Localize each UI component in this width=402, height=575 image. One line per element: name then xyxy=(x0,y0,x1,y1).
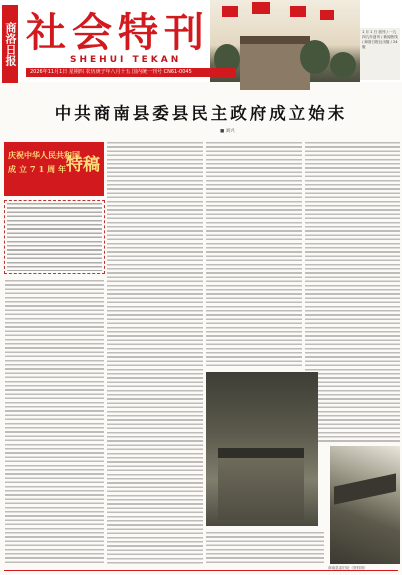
flag-icon xyxy=(290,6,306,17)
page-headline: 中共商南县委县民主政府成立始末 xyxy=(54,104,348,123)
flag-icon xyxy=(320,10,334,20)
special-feature-line2: 成立71周年 xyxy=(8,164,70,174)
old-site-photo xyxy=(330,446,400,564)
article-column-3 xyxy=(206,142,302,368)
historic-photo-building xyxy=(218,448,304,520)
article-column-2 xyxy=(107,142,203,564)
article-column-1 xyxy=(5,280,104,564)
special-feature-title: 特稿 xyxy=(66,155,100,175)
article-column-3-bottom xyxy=(206,532,324,564)
photo-caption: 商南县委旧址（资料图） xyxy=(328,566,368,570)
article-column-4 xyxy=(305,142,400,442)
intro-text xyxy=(7,203,102,271)
date-strip: 2026年11月1日 星期四 农历庚子年八月十五 国内统一刊号 CN61-0045 xyxy=(26,68,236,77)
special-feature-line1: 庆祝中华人民共和国 xyxy=(8,150,80,160)
byline: ■ 刘兴 xyxy=(220,129,235,134)
masthead-building xyxy=(240,36,310,90)
edition-pinyin: SHEHUI TEKAN xyxy=(70,55,182,65)
paper-name: 商洛日报 xyxy=(2,5,18,83)
flag-icon xyxy=(252,2,270,14)
footer-rule xyxy=(4,570,398,571)
edition-title: 社会特刊 xyxy=(26,9,210,56)
masthead-tree xyxy=(300,40,330,74)
masthead-tree xyxy=(330,52,356,78)
masthead-info-box: 1 月 1 日 创刊 / 一九四九年创刊 / 新闻热线 / 商洛日报社出版 / 24 版 xyxy=(360,28,400,80)
flag-icon xyxy=(222,6,238,17)
